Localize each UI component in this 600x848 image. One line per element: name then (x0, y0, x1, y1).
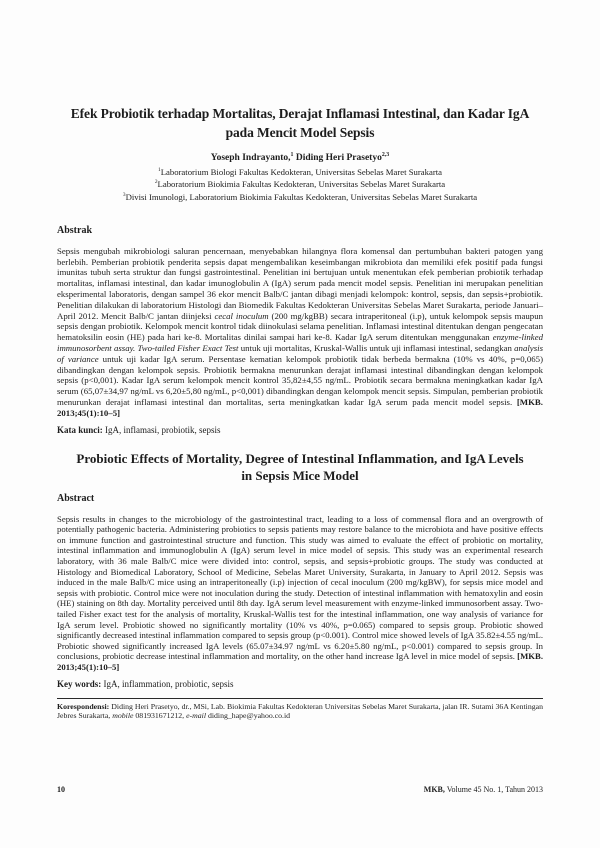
kata-kunci-line: Kata kunci: IgA, inflamasi, probiotik, sepsis (57, 424, 221, 435)
affiliation-line-1: $^1$Laboratorium Biologi Fakultas Kedokteran, Universitas Sebelas Maret Surakarta (158, 167, 442, 177)
affiliation-line-2: $^2$Laboratorium Biokimia Fakultas Kedokteran, Universitas Sebelas Maret Surakarta (154, 179, 446, 190)
article-title-indonesian: Efek Probiotik terhadap Mortalitas, Derajat Inflamasi Intestinal, dan Kadar IgA pada Mencit Model Sepsis (70, 106, 530, 140)
abstract-heading: Abstract (57, 492, 95, 504)
affiliations-block (57, 166, 543, 203)
authors-line: Yoseph Indrayanto,$^1$ Diding Heri Prasetyo$^{2,3}$ (210, 151, 390, 163)
page-footer (57, 785, 543, 794)
affiliation-line-3: $^3$Divisi Imunologi, Laboratorium Biokimia Fakultas Kedokteran, Universitas Sebelas Maret Surakarta (122, 191, 478, 202)
abstrak-body: Sepsis mengubah mikrobiologi saluran pencernaan, menyebabkan hilangnya flora komensal dan pertumbuhan bakteri patogen yang berlebih. Pemberian probiotik penderita sepsis dapat mengembalikan keseimbangan mikrobiota dan memiliki efek positif pada fungsi imunitas tubuh serta struktur dan fungsi gastrointestinal. Penelitian ini bertujuan untuk menentukan efek pemberian probiotik terhadap mortalitas, inflamasi intestinal, dan kadar imunoglobulin A (IgA) serum pada mencit model sepsis. Penelitian ini merupakan penelitian eksperimental laboratoris, dengan sampel 36 ekor mencit Balb/C jantan dibagi menjadi kelompok: kontrol, sepsis, dan sepsis+probiotik. Penelitian dilakukan di laboratorium Histologi dan Biomedik Fakultas Kedokteran Universitas Sebelas Maret Surakarta, periode Januari–April 2012. Mencit Balb/C jantan diinjeksi cecal inoculum (200 mg/kgBB) secara intraperitoneal (i.p), untuk kelompok sepsis maupun sepsis dengan probiotik. Kelompok mencit kontrol tidak diinokulasi selama penelitian. Inflamasi intestinal ditentukan dengan pengecatan hematoksilin eosin (HE) pada hari ke-8. Mortalitas dinilai sampai hari ke-8. Kadar IgA serum ditentukan menggunakan enzyme-linked immunosorbent assay. Two-tailed Fisher Exact Test untuk uji mortalitas, Kruskal-Wallis untuk uji inflamasi intestinal, sedangkan analysis of variance untuk uji kadar IgA serum. Persentase kematian kelompok probiotik tidak berbeda bermakna (10% vs 40%, p=0,065) dibandingkan dengan kelompok sepsis. Probiotik bermakna menurunkan derajat inflamasi intestinal dibandingkan dengan kelompok sepsis (p<0,001). Kadar IgA serum kelompok mencit kontrol 35,82±4,55 ng/mL. Probiotik secara bermakna meningkatkan kadar IgA serum (65,07±34,97 ng/mL vs 6,20±5,80 ng/mL, p<0,001) dibandingkan dengan kelompok mencit sepsis. Simpulan, pemberian probiotik menurunkan derajat inflamasi intestinal dan mortalitas, serta meningkatkan kadar IgA serum pada mencit model sepsis. [MKB. 2013;45(1):10–5] (57, 245, 543, 418)
page-number: 10 (57, 785, 65, 794)
correspondence-note: Korespondensi: Diding Heri Prasetyo, dr., MSi, Lab. Biokimia Fakultas Kedokteran Universitas Sebelas Maret Surakarta, jalan IR. Sutami 36A Kentingan Jebres Surakarta, mobile 081931671212, e-mail diding_hape@yahoo.co.id (57, 698, 543, 722)
abstract-body: Sepsis results in changes to the microbiology of the gastrointestinal tract, leading to a loss of commensal flora and an overgrowth of potentially pathogenic bacteria. Administering probiotics to sepsis patients may restore balance to the microbiota and have positive effects on immune function and gastrointestinal structure and function. This study was aimed to evaluate the effect of probiotic on mortality, intestinal inflammation and immunoglobulin A (IgA) serum level in mice model of sepsis. This study was an experimental research laboratory, with 36 male Balb/C mice were divided into: control, sepsis, and sepsis+probiotic groups. The study was conducted at Histology and Biomedical Laboratory, School of Medicine, Sebelas Maret University, Surakarta, in January to April 2012. Sepsis was induced in the male Balb/C mice using an intraperitoneally (i.p) injection of cecal inoculum (200 mg/kgBW), for sepsis mice model and sepsis with probiotic. Control mice were not inoculation during the study. Detection of intestinal inflammation with hematoxylin and eosin (HE) staining on 8th day. Mortality perceived until 8th day. IgA serum level measurement with enzyme-linked immunosorbent assay. Two-tailed Fisher exact test for the analysis of mortality, Kruskal-Wallis test for the intestinal inflammation, one way analysis of variance for IgA serum level. Probiotic showed no significantly mortality (10% vs 40%, p=0.065) compared to sepsis group. Probiotic showed significantly decreased intestinal inflammation compared to sepsis group (p<0.001). Control mice showed levels of IgA 35.82±4.55 ng/mL. Probiotic showed significantly increased IgA levels (65.07±34.97 ng/mL vs 6.20±5.80 ng/mL, p<0.001) compared to sepsis group. In conclusions, probiotic decrease intestinal inflammation and mortality, on the other hand increase IgA level in mice model of sepsis. [MKB. 2013;45(1):10–5] (57, 513, 543, 672)
page-content (57, 104, 543, 721)
article-title-english: Probiotic Effects of Mortality, Degree of Intestinal Inflammation, and IgA Levels in Sepsis Mice Model (76, 450, 524, 484)
journal-volume-info: MKB, Volume 45 No. 1, Tahun 2013 (423, 785, 543, 794)
abstrak-heading: Abstrak (57, 224, 93, 236)
key-words-line: Key words: IgA, inflammation, probiotic, sepsis (57, 678, 234, 689)
